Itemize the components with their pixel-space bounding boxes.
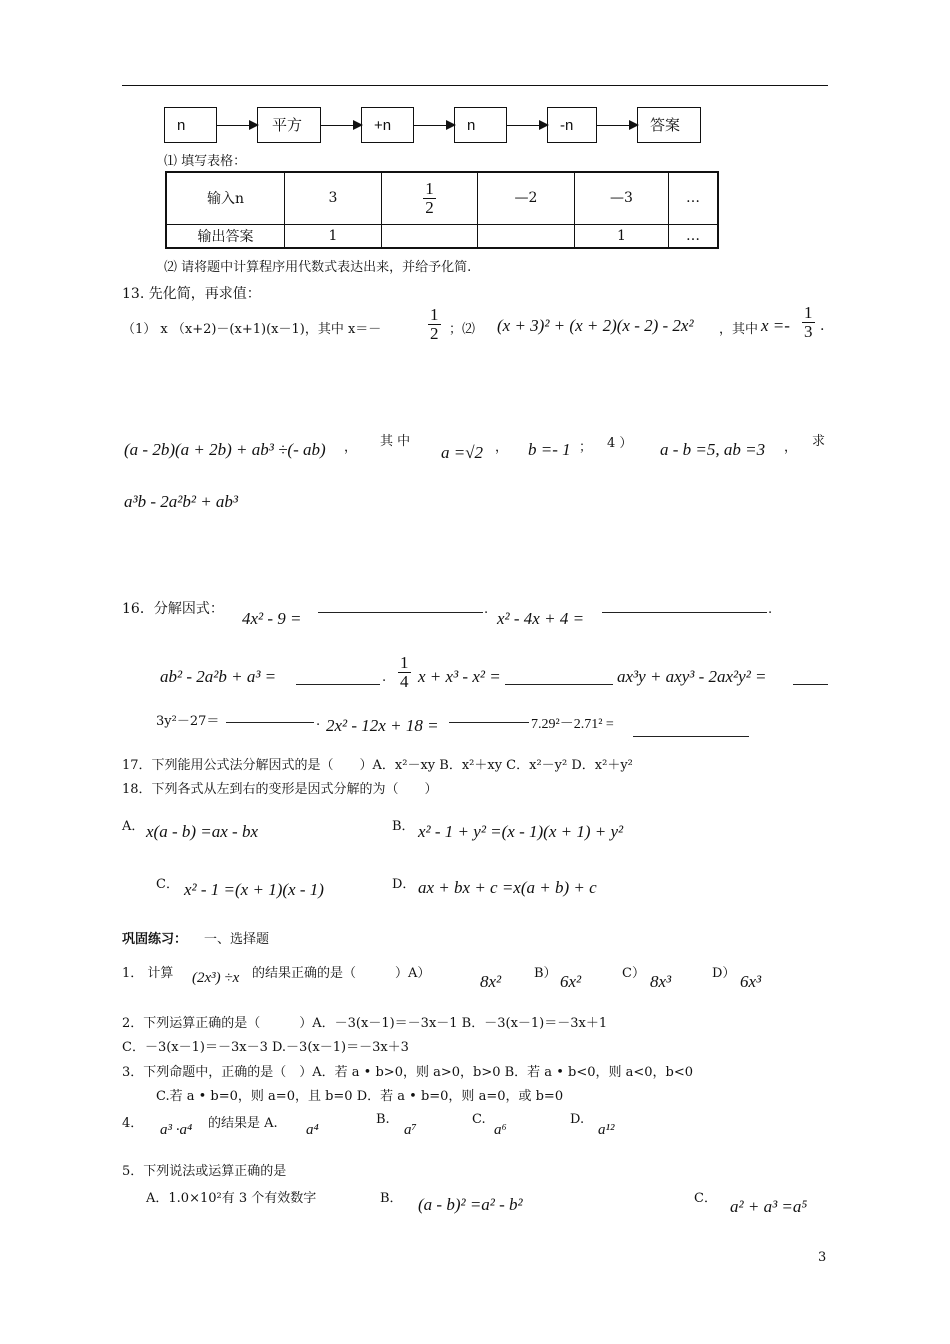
- q16-f: 3y²－27＝: [156, 714, 220, 729]
- g3-line2: C.若 a • b=0，则 a=0，且 b=0 D．若 a • b=0，则 a=0，或 b=0: [156, 1089, 564, 1104]
- q16-h: 7.29²－2.71² =: [531, 717, 614, 732]
- q13-3-where: 其 中: [380, 434, 411, 449]
- g1-d-label: D）: [712, 966, 736, 981]
- q13-3-a: a =√2: [441, 443, 484, 462]
- g4-c: a⁶: [494, 1122, 507, 1138]
- g1-c: 8x³: [650, 972, 672, 991]
- q16-dot: .: [382, 670, 387, 685]
- input-output-table: [165, 171, 719, 249]
- half-den: 2: [425, 197, 434, 217]
- q13-4-comma: ，: [784, 440, 798, 455]
- frac-den: 4: [400, 671, 409, 691]
- q18: 18．下列各式从左到右的变形是因式分解的为（ ）: [122, 782, 438, 797]
- q13-4-num: 4 ）: [607, 436, 633, 451]
- flow-arrow: [597, 125, 637, 126]
- q13-title: 13. 先化简，再求值：: [122, 286, 261, 302]
- g4-c-label: C.: [472, 1112, 486, 1127]
- q16-dot: .: [484, 602, 489, 617]
- frac-den: 2: [430, 323, 439, 343]
- g5-c: a² + a³ =a⁵: [730, 1197, 808, 1216]
- cell: —2: [478, 172, 575, 224]
- cell-half: [382, 172, 478, 224]
- q12-part1: ⑴ 填写表格：: [164, 154, 247, 169]
- g1-b-label: B）: [534, 966, 557, 981]
- cell: 1: [575, 224, 669, 248]
- q16-d: x + x³ - x² =: [418, 667, 501, 686]
- g5-a: A．1.0×10²有 3 个有效数字: [146, 1191, 317, 1206]
- flow-box-3: +n: [361, 107, 414, 143]
- row1-label: 输入n: [166, 172, 285, 224]
- g4-d-label: D.: [570, 1112, 585, 1127]
- q13-1: （1） x （x+2)－(x+1)(x－1)，其中 x＝－: [122, 322, 382, 337]
- q18-d-label: D．: [392, 877, 416, 892]
- q16-b: x² - 4x + 4 =: [497, 609, 585, 628]
- q18-a-label: A．: [122, 819, 145, 834]
- q13-2-frac: [802, 304, 815, 341]
- g5-b: (a - b)² =a² - b²: [418, 1195, 523, 1214]
- q13-2-expr: (x + 3)² + (x + 2)(x - 2) - 2x²: [497, 316, 694, 335]
- q16-d-frac: [398, 654, 411, 691]
- q13-1-sep: ；⑵: [449, 322, 476, 337]
- q13-4-ask: 求: [812, 434, 826, 449]
- q18-a: x(a - b) =ax - bx: [146, 822, 259, 841]
- g2-line1: 2．下列运算正确的是（ ）A．－3(x－1)＝－3x－1 B．－3(x－1)＝－3x＋1: [122, 1016, 608, 1031]
- g5: 5．下列说法或运算正确的是: [122, 1164, 287, 1179]
- g2-line2: C．－3(x－1)＝－3x－3 D.－3(x－1)＝－3x＋3: [122, 1040, 409, 1055]
- q13-2-end: .: [820, 318, 825, 334]
- q18-c: x² - 1 =(x + 1)(x - 1): [184, 880, 324, 899]
- q16-g: 2x² - 12x + 18 =: [326, 716, 439, 735]
- cell: …: [669, 224, 719, 248]
- q16-dot: .: [316, 714, 321, 729]
- g1: 1． 计算: [122, 966, 174, 981]
- answer-blank[interactable]: [226, 722, 314, 723]
- answer-blank[interactable]: [449, 722, 529, 723]
- header-rule: [122, 85, 828, 86]
- g1-c-label: C）: [622, 966, 645, 981]
- g4-d: a¹²: [598, 1122, 615, 1138]
- q16-c: ab² - 2a²b + a³ =: [160, 667, 277, 686]
- q16-a: 4x² - 9 =: [242, 609, 302, 628]
- answer-blank[interactable]: [602, 612, 767, 613]
- half-num: 1: [425, 178, 434, 198]
- g4-text: 的结果是 A.: [208, 1116, 278, 1131]
- q17: 17．下列能用公式法分解因式的是（ ）A．x²－xy B．x²＋xy C．x²－y² D．x²＋y²: [122, 758, 633, 773]
- answer-blank[interactable]: [793, 684, 828, 685]
- flow-arrow: [507, 125, 547, 126]
- q13-2-x: x =-: [761, 316, 790, 335]
- frac-num: 1: [430, 305, 439, 324]
- cell: 3: [285, 172, 382, 224]
- g4-b-label: B.: [376, 1112, 390, 1127]
- frac-num: 1: [400, 653, 409, 672]
- q13-4-expr: a³b - 2a²b² + ab³: [124, 492, 239, 511]
- cell: 1: [285, 224, 382, 248]
- q16-title: 16．分解因式：: [122, 601, 224, 617]
- flow-box-1: n: [164, 107, 217, 143]
- flow-arrow: [414, 125, 454, 126]
- flow-arrow: [217, 125, 257, 126]
- answer-blank[interactable]: [633, 736, 749, 737]
- g5-b-label: B．: [380, 1191, 403, 1206]
- flow-box-5: -n: [547, 107, 597, 143]
- practice-title: 巩固练习：: [122, 932, 188, 947]
- q18-b: x² - 1 + y² =(x - 1)(x + 1) + y²: [418, 822, 624, 841]
- g1-expr: (2x³) ÷x: [192, 970, 240, 986]
- q13-3-comma2: ，: [495, 440, 509, 455]
- q13-2-where: ，其中: [719, 322, 759, 337]
- answer-blank[interactable]: [505, 684, 613, 685]
- q18-d: ax + bx + c =x(a + b) + c: [418, 878, 597, 897]
- g4-a: a⁴: [306, 1122, 319, 1138]
- cell: [478, 224, 575, 248]
- q16-e: ax³y + axy³ - 2ax²y² =: [617, 667, 767, 686]
- flow-box-6: 答案: [637, 107, 701, 143]
- answer-blank[interactable]: [296, 684, 380, 685]
- practice-subtitle: 一、选择题: [204, 932, 270, 947]
- flow-box-4: n: [454, 107, 507, 143]
- g4: 4．: [122, 1116, 144, 1131]
- q13-1-frac: [428, 306, 441, 343]
- frac-num: 1: [804, 303, 813, 322]
- flow-box-2: 平方: [257, 107, 321, 143]
- cell: —3: [575, 172, 669, 224]
- q13-3-expr: (a - 2b)(a + 2b) + ab³ ÷(- ab): [124, 440, 326, 459]
- g5-c-label: C．: [694, 1191, 717, 1206]
- q13-4-given: a - b =5, ab =3: [660, 440, 766, 459]
- answer-blank[interactable]: [318, 612, 483, 613]
- q12-part2: ⑵ 请将题中计算程序用代数式表达出来，并给予化简.: [164, 260, 472, 275]
- flow-arrow: [321, 125, 361, 126]
- g4-b: a⁷: [404, 1122, 417, 1138]
- g1-text: 的结果正确的是（ ）A）: [252, 966, 431, 981]
- q13-3-comma: ，: [344, 440, 358, 455]
- cell: …: [669, 172, 719, 224]
- q13-3-semi: ；: [579, 440, 593, 455]
- cell: [382, 224, 478, 248]
- frac-den: 3: [804, 321, 813, 341]
- q18-c-label: C．: [156, 877, 179, 892]
- page-number: 3: [818, 1250, 827, 1265]
- g4-expr: a³ ·a⁴: [160, 1122, 193, 1138]
- row2-label: 输出答案: [166, 224, 285, 248]
- q13-3-b: b =- 1: [528, 440, 571, 459]
- q18-b-label: B．: [392, 819, 415, 834]
- g1-a: 8x²: [480, 972, 502, 991]
- q16-dot: .: [768, 602, 773, 617]
- g1-d: 6x³: [740, 972, 762, 991]
- g3-line1: 3．下列命题中，正确的是（ ）A．若 a • b>0，则 a>0，b>0 B．若 a • b<0，则 a<0，b<0: [122, 1065, 694, 1080]
- g1-b: 6x²: [560, 972, 582, 991]
